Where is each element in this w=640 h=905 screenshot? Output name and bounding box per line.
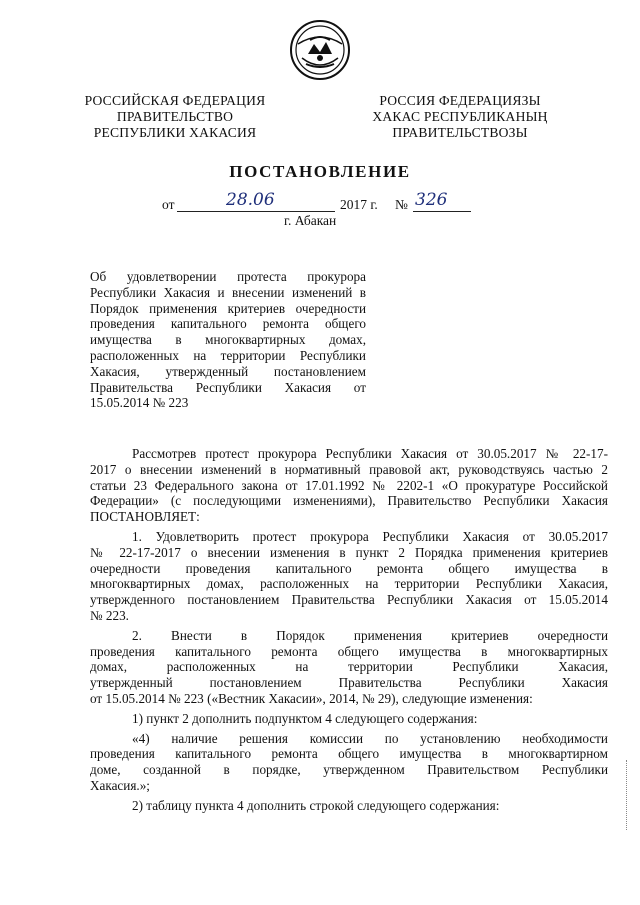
- paragraph-line: Хакасия.»;: [90, 777, 150, 793]
- document-body: [90, 446, 608, 814]
- paragraph-line: 2017 о внесении изменений в нормативный правовой акт, руководствуясь частью 2: [90, 461, 608, 477]
- paragraph-line: «4) наличие решения комиссии по установлению необходимости: [132, 730, 608, 746]
- city-name: г. Абакан: [284, 213, 337, 228]
- subject-line: расположенных на территории Республики: [90, 347, 366, 363]
- header-right-line: ХАКАС РЕСПУБЛИКАНЫҢ: [372, 109, 548, 124]
- subject-line: Правительства Республики Хакасия от: [90, 379, 366, 395]
- number-underline: [413, 211, 471, 212]
- margin-mark: [626, 760, 629, 830]
- subject-line: имущества в многоквартирных домах,: [90, 332, 366, 348]
- paragraph-line: утвержденный постановлением Правительства Республики Хакасия: [90, 675, 608, 691]
- paragraph-line: от 15.05.2014 № 223 («Вестник Хакасии», 2014, № 29), следующие изменения:: [90, 690, 533, 706]
- date-underline: [177, 211, 335, 212]
- paragraph-line: Рассмотрев протест прокурора Республики Хакасия от 30.05.2017 № 22-17-: [132, 446, 608, 461]
- paragraph-line: статьи 23 Федерального закона от 17.01.1992 № 2202-1 «О прокуратуре Российской: [90, 477, 608, 493]
- paragraph-line: № 22-17-2017 о внесении изменения в пункт 2 Порядка применения критериев: [90, 544, 608, 560]
- paragraph-line: очередности проведения капитального ремонта общего имущества в: [90, 560, 608, 576]
- year-text: 2017 г.: [340, 197, 378, 212]
- paragraph-line: 1) пункт 2 дополнить подпунктом 4 следующего содержания:: [132, 710, 478, 726]
- paragraph-line: утвержденного постановлением Правительства Республики Хакасия от 15.05.2014: [90, 592, 608, 608]
- paragraph-line: 1. Удовлетворить протест прокурора Республики Хакасия от 30.05.2017: [132, 528, 608, 544]
- paragraph-line: проведения капитального ремонта общего имущества в многоквартирных: [90, 643, 608, 659]
- subject-line: Порядок применения критериев очередности: [90, 300, 366, 316]
- subject-line: Об удовлетворении протеста прокурора: [90, 269, 366, 284]
- subject-line: 15.05.2014 № 223: [90, 395, 189, 411]
- subject-line: Хакасия, утвержденный постановлением: [90, 363, 366, 379]
- number-sign: №: [395, 197, 408, 212]
- header-right-line: РОССИЯ ФЕДЕРАЦИЯЗЫ: [379, 93, 541, 108]
- paragraph-line: 2. Внести в Порядок применения критериев очередности: [132, 627, 608, 643]
- paragraph-line: Федерации» (с последующими изменениями), Правительство Республики Хакасия: [90, 493, 608, 509]
- coat-of-arms-emblem: [288, 18, 352, 82]
- paragraph: [90, 529, 608, 624]
- header-left: [72, 93, 278, 141]
- header-left-line: ПРАВИТЕЛЬСТВО: [116, 109, 234, 124]
- paragraph-line: ПОСТАНОВЛЯЕТ:: [90, 509, 200, 525]
- paragraph-line: многоквартирных домах, расположенных на территории Республики Хакасия,: [90, 576, 608, 592]
- paragraph-line: 2) таблицу пункта 4 дополнить строкой следующего содержания:: [132, 797, 500, 813]
- handwritten-date: 28.06: [226, 190, 275, 210]
- subject-line: Республики Хакасия и внесении изменений в: [90, 284, 366, 300]
- paragraph-line: доме, созданной в порядке, утвержденном Правительством Республики: [90, 762, 608, 778]
- subject-line: проведения капитального ремонта общего: [90, 316, 366, 332]
- date-prefix: от: [162, 197, 175, 212]
- header-right: [352, 93, 568, 141]
- paragraph-line: № 223.: [90, 607, 129, 623]
- paragraph-line: домах, расположенных на территории Республики Хакасия,: [90, 659, 608, 675]
- handwritten-number: 326: [415, 190, 448, 210]
- paragraph: [90, 628, 608, 707]
- header-left-line: РЕСПУБЛИКИ ХАКАСИЯ: [93, 125, 257, 140]
- paragraph-line: проведения капитального ремонта общего имущества в многоквартирном: [90, 746, 608, 762]
- paragraph: [90, 711, 608, 727]
- subject-block: [90, 269, 366, 411]
- paragraph: [90, 798, 608, 814]
- paragraph: [90, 446, 608, 525]
- paragraph: [90, 731, 608, 794]
- document-title: ПОСТАНОВЛЕНИЕ: [229, 162, 411, 181]
- header-right-line: ПРАВИТЕЛЬСТВОЗЫ: [392, 125, 528, 140]
- header-left-line: РОССИЙСКАЯ ФЕДЕРАЦИЯ: [84, 93, 266, 108]
